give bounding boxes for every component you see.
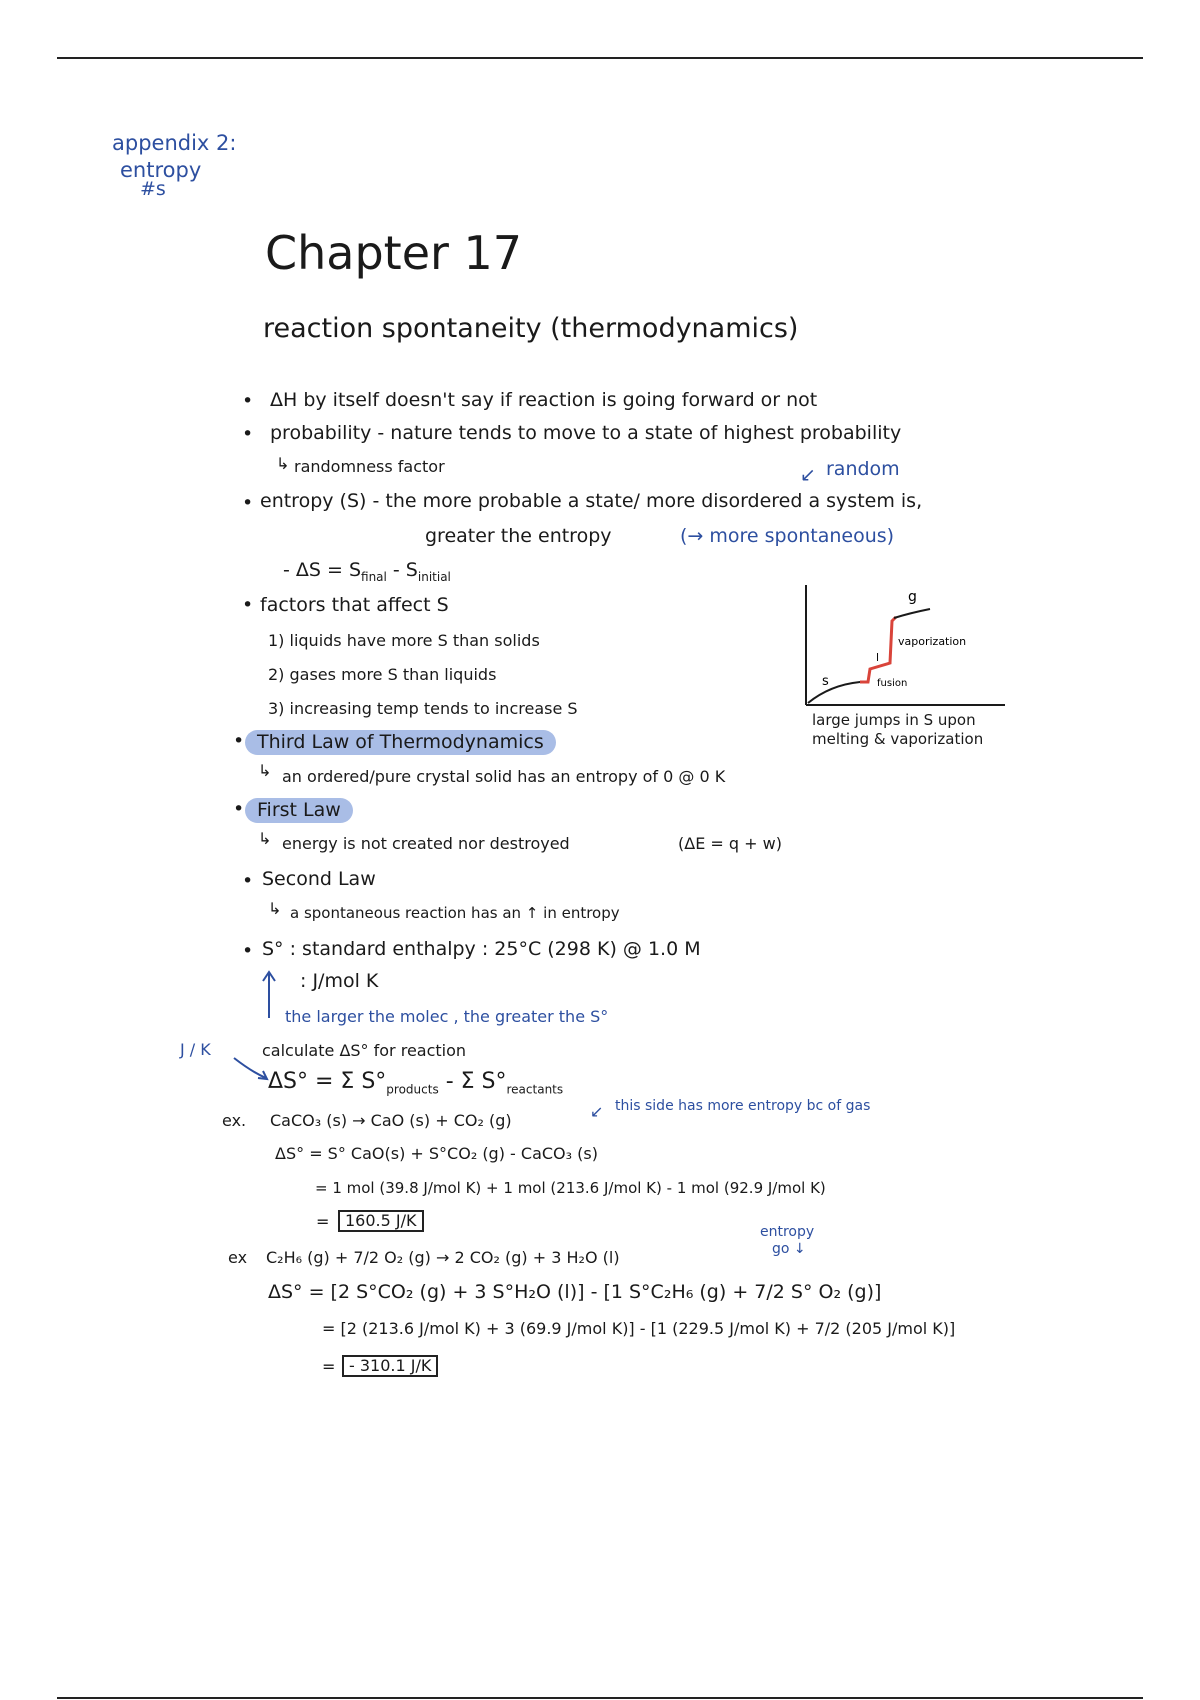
ex1-note-arrow: ↙ <box>590 1102 604 1121</box>
ex1-equals: = <box>316 1212 330 1231</box>
bullet-dot: • <box>242 870 254 892</box>
ex2-note-go: go ↓ <box>772 1241 806 1257</box>
ex2-equals: = <box>322 1357 336 1376</box>
random-arrow: ↙ <box>800 464 816 486</box>
arrow-hook: ↳ <box>276 454 290 473</box>
subtitle: reaction spontaneity (thermodynamics) <box>263 313 799 344</box>
side-note-number: #s <box>140 178 166 200</box>
factor-2: 2) gases more S than liquids <box>268 665 497 684</box>
side-note-entropy: entropy <box>120 158 202 182</box>
arrow-hook: ↳ <box>258 829 272 848</box>
molecule-size-note: the larger the molec , the greater the S° <box>285 1007 609 1026</box>
bullet-entropy: entropy (S) - the more probable a state/ more disordered a system is, <box>260 490 923 512</box>
third-law-desc: an ordered/pure crystal solid has an entropy of 0 @ 0 K <box>282 767 726 786</box>
bullet-dot: • <box>233 730 245 752</box>
ex2-label: ex <box>228 1248 248 1267</box>
bullet-dot: • <box>242 594 254 616</box>
bullet-dot: • <box>242 492 254 514</box>
second-law-heading: Second Law <box>262 868 376 890</box>
graph-label-l: l <box>876 651 880 664</box>
first-law-heading: First Law <box>245 798 353 823</box>
page-title: Chapter 17 <box>265 226 523 280</box>
bullet-delta-h: ΔH by itself doesn't say if reaction is going forward or not <box>270 389 818 411</box>
ex2-note-entropy: entropy <box>760 1224 815 1240</box>
bullet-dot: • <box>242 423 254 445</box>
first-law-desc: energy is not created nor destroyed <box>282 834 570 853</box>
graph-curve-red <box>860 617 896 682</box>
ex2-step2: = [2 (213.6 J/mol K) + 3 (69.9 J/mol K)] - [1 (229.5 J/mol K) + 7/2 (205 J/mol K)] <box>322 1319 956 1338</box>
arrow-hook: ↳ <box>258 761 272 780</box>
factors-title: factors that affect S <box>260 594 449 616</box>
ex1-step1: ΔS° = S° CaO(s) + S°CO₂ (g) - CaCO₃ (s) <box>275 1144 598 1163</box>
bottom-rule <box>57 1697 1143 1699</box>
second-law-desc: a spontaneous reaction has an ↑ in entropy <box>290 904 620 922</box>
spontaneous-note: (→ more spontaneous) <box>680 525 895 547</box>
side-note-appendix: appendix 2: <box>112 131 237 155</box>
ex1-reaction: CaCO₃ (s) → CaO (s) + CO₂ (g) <box>270 1111 512 1130</box>
ex1-result: 160.5 J/K <box>338 1210 424 1232</box>
top-rule <box>57 57 1143 59</box>
graph-label-fusion: fusion <box>877 678 908 689</box>
bullet-probability: probability - nature tends to move to a state of highest probability <box>270 422 902 444</box>
ex2-result: - 310.1 J/K <box>342 1355 438 1377</box>
delta-s-equation: - $\Delta S = S_{final} - S_{initial}$ <box>283 559 451 584</box>
calculate-title: calculate ΔS° for reaction <box>262 1041 467 1060</box>
bullet-dot: • <box>242 940 254 962</box>
bullet-entropy-line2: greater the entropy <box>425 525 612 547</box>
standard-line-2: : J/mol K <box>300 970 379 992</box>
ex1-note: this side has more entropy bc of gas <box>615 1098 871 1114</box>
graph-caption-1: large jumps in S upon <box>812 711 976 729</box>
bullet-dot: • <box>242 390 254 412</box>
graph-label-g: g <box>908 589 917 605</box>
arrow-hook: ↳ <box>268 899 282 918</box>
ex2-reaction: C₂H₆ (g) + 7/2 O₂ (g) → 2 CO₂ (g) + 3 H₂O (l) <box>266 1248 620 1267</box>
delta-s-formula: ΔS° = Σ $S^\circ_{products}$ - Σ $S^\circ_{reactants}$ <box>268 1069 564 1097</box>
graph-caption-2: melting & vaporization <box>812 730 984 748</box>
up-arrow <box>262 970 276 1020</box>
phase-entropy-graph <box>800 585 1020 715</box>
ex2-step1: ΔS° = [2 S°CO₂ (g) + 3 S°H₂O (l)] - [1 S°C₂H₆ (g) + 7/2 S° O₂ (g)] <box>268 1281 882 1303</box>
factor-1: 1) liquids have more S than solids <box>268 631 540 650</box>
ex1-step2: = 1 mol (39.8 J/mol K) + 1 mol (213.6 J/mol K) - 1 mol (92.9 J/mol K) <box>315 1179 826 1197</box>
first-law-equation: (ΔE = q + w) <box>678 834 782 853</box>
third-law-heading: Third Law of Thermodynamics <box>245 730 556 755</box>
graph-curve-black <box>808 682 868 703</box>
factor-3: 3) increasing temp tends to increase S <box>268 699 578 718</box>
standard-line-1: S° : standard enthalpy : 25°C (298 K) @ 1.0 M <box>262 938 701 960</box>
graph-label-s: s <box>822 674 829 689</box>
graph-curve-top <box>894 609 930 618</box>
ex1-label: ex. <box>222 1111 247 1130</box>
jk-label: J / K <box>180 1040 211 1059</box>
random-note: random <box>826 458 900 480</box>
bullet-dot: • <box>233 798 245 820</box>
graph-label-vaporization: vaporization <box>898 635 967 648</box>
randomness-factor: randomness factor <box>294 457 445 476</box>
